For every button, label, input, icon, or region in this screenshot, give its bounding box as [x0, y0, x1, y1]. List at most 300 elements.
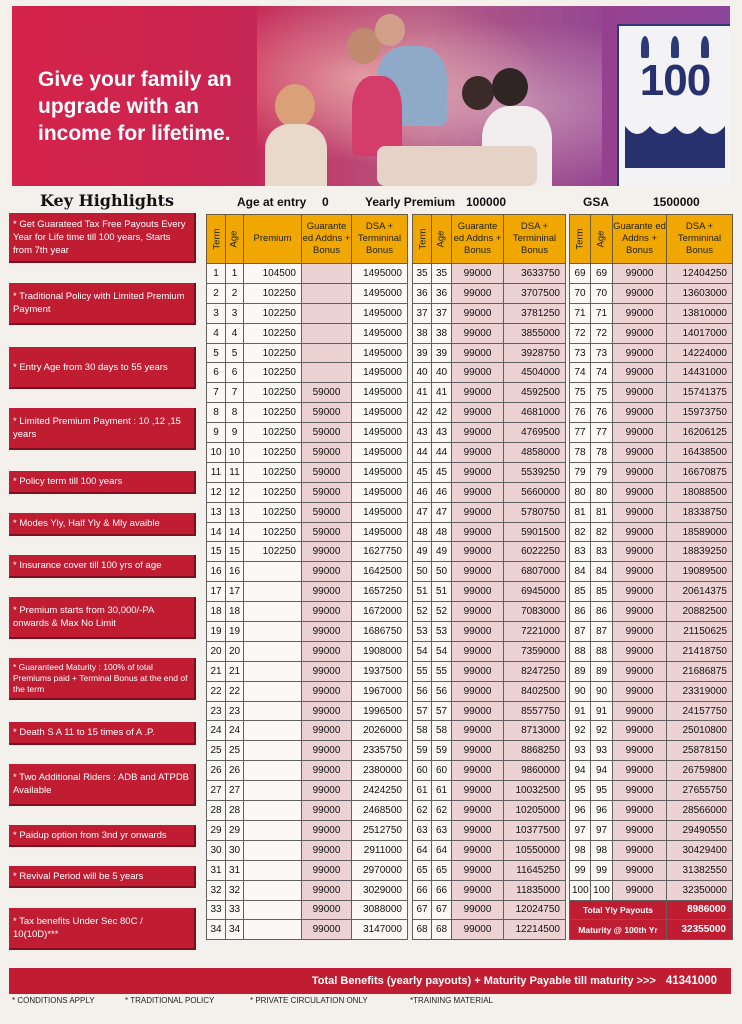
table-cell: 66 [413, 880, 432, 900]
table-cell: 63 [432, 820, 452, 840]
table-cell: 4769500 [504, 423, 566, 443]
table-cell: 10550000 [504, 840, 566, 860]
table-cell: 6807000 [504, 562, 566, 582]
table-cell: 99000 [302, 661, 352, 681]
table-cell: 102250 [244, 423, 302, 443]
table-cell: 99000 [452, 602, 504, 622]
table-cell: 16206125 [667, 423, 733, 443]
table-cell: 96 [591, 801, 613, 821]
table-cell: 3147000 [352, 920, 408, 940]
table-cell: 5539250 [504, 462, 566, 482]
table-cell: 39 [432, 343, 452, 363]
table-cell: 20 [207, 641, 226, 661]
table-row [570, 363, 733, 383]
table-cell: 41 [432, 383, 452, 403]
table-cell: 33 [226, 900, 244, 920]
table-row [570, 343, 733, 363]
table-cell: 50 [413, 562, 432, 582]
table-row [413, 502, 566, 522]
table-cell: 99000 [613, 264, 667, 284]
table-row [413, 761, 566, 781]
table-cell: 1 [226, 264, 244, 284]
table-cell: 99000 [613, 641, 667, 661]
table-cell: 3707500 [504, 283, 566, 303]
table-cell: 4592500 [504, 383, 566, 403]
table-cell: 48 [413, 522, 432, 542]
col-header-age: Age [226, 215, 244, 264]
table-row [207, 781, 408, 801]
table-cell: 32 [207, 880, 226, 900]
table-cell: 51 [413, 582, 432, 602]
table-cell: 1495000 [352, 264, 408, 284]
table-cell: 99000 [613, 781, 667, 801]
table-row [207, 622, 408, 642]
table-row [413, 602, 566, 622]
table-cell: 14017000 [667, 323, 733, 343]
table-row [570, 801, 733, 821]
col-header-guaranteed-addns: Guarante ed Addns + Bonus [302, 215, 352, 264]
table-row [207, 343, 408, 363]
table-cell: 99000 [302, 622, 352, 642]
table-row [570, 283, 733, 303]
table-cell: 31 [226, 860, 244, 880]
table-cell: 99000 [452, 562, 504, 582]
table-cell [244, 741, 302, 761]
table-row [570, 423, 733, 443]
table-cell [244, 661, 302, 681]
table-cell: 99000 [613, 343, 667, 363]
table-cell: 8 [226, 403, 244, 423]
table-row [413, 363, 566, 383]
table-cell: 99000 [302, 900, 352, 920]
table-row [413, 741, 566, 761]
table-cell: 1495000 [352, 443, 408, 463]
table-cell: 18338750 [667, 502, 733, 522]
table-cell: 102250 [244, 502, 302, 522]
table-cell [302, 363, 352, 383]
table-row [207, 323, 408, 343]
table-cell: 99000 [302, 840, 352, 860]
table-cell: 99000 [302, 920, 352, 940]
table-row [207, 562, 408, 582]
table-row [413, 641, 566, 661]
table-cell: 44 [432, 443, 452, 463]
table-cell: 99000 [452, 283, 504, 303]
table-cell: 21 [207, 661, 226, 681]
table-cell [244, 900, 302, 920]
table-cell: 92 [591, 721, 613, 741]
table-row [413, 920, 566, 940]
table-cell: 14 [226, 522, 244, 542]
table-cell: 51 [432, 582, 452, 602]
table-cell: 71 [591, 303, 613, 323]
table-cell: 19 [226, 622, 244, 642]
table-row [413, 462, 566, 482]
table-cell: 95 [591, 781, 613, 801]
table-cell: 99000 [452, 721, 504, 741]
table-cell: 99000 [613, 661, 667, 681]
table-cell: 33 [207, 900, 226, 920]
gsa-label: GSA [583, 195, 610, 209]
table-cell: 102250 [244, 283, 302, 303]
table-cell: 30 [207, 840, 226, 860]
table-cell: 76 [591, 403, 613, 423]
table-row [207, 721, 408, 741]
table-cell [244, 761, 302, 781]
table-cell: 99000 [613, 721, 667, 741]
table-cell: 2512750 [352, 820, 408, 840]
table-cell: 52 [432, 602, 452, 622]
table-row [570, 681, 733, 701]
table-cell: 32350000 [667, 880, 733, 900]
table-cell: 63 [413, 820, 432, 840]
table-cell: 1686750 [352, 622, 408, 642]
table-cell: 20614375 [667, 582, 733, 602]
table-cell: 77 [591, 423, 613, 443]
table-cell: 2911000 [352, 840, 408, 860]
table-cell: 99000 [302, 721, 352, 741]
table-cell: 69 [570, 264, 591, 284]
table-cell: 99000 [613, 880, 667, 900]
table-row [207, 820, 408, 840]
table-cell: 28 [207, 801, 226, 821]
table-row [413, 303, 566, 323]
table-cell: 25 [226, 741, 244, 761]
table-cell: 99000 [452, 582, 504, 602]
table-cell: 46 [413, 482, 432, 502]
table-cell: 88 [570, 641, 591, 661]
table-cell: 19089500 [667, 562, 733, 582]
table-cell: 8713000 [504, 721, 566, 741]
table-cell: 12404250 [667, 264, 733, 284]
table-cell: 12 [207, 482, 226, 502]
table-row [207, 462, 408, 482]
table-row [207, 423, 408, 443]
table-cell: 102250 [244, 383, 302, 403]
table-row [570, 701, 733, 721]
table-row [207, 264, 408, 284]
table-cell: 68 [413, 920, 432, 940]
table-row [570, 840, 733, 860]
table-cell: 99000 [302, 781, 352, 801]
table-cell: 53 [432, 622, 452, 642]
table-cell: 13 [207, 502, 226, 522]
table-cell: 23 [207, 701, 226, 721]
table-cell: 14224000 [667, 343, 733, 363]
table-cell: 76 [570, 403, 591, 423]
table-row [570, 761, 733, 781]
table-cell: 1967000 [352, 681, 408, 701]
table-cell [302, 343, 352, 363]
table-cell: 1495000 [352, 383, 408, 403]
table-cell: 30429400 [667, 840, 733, 860]
highlight-item: * Get Guarateed Tax Free Payouts Every Year for Life time till 100 years, Starts from 7th year [9, 213, 196, 263]
table-cell: 29 [226, 820, 244, 840]
table-row [413, 880, 566, 900]
table-cell: 99000 [452, 641, 504, 661]
table-row [570, 303, 733, 323]
table-cell: 4504000 [504, 363, 566, 383]
table-cell: 27 [207, 781, 226, 801]
table-cell: 65 [432, 860, 452, 880]
table-cell: 80 [570, 482, 591, 502]
table-cell: 94 [570, 761, 591, 781]
table-cell: 1996500 [352, 701, 408, 721]
table-cell: 38 [413, 323, 432, 343]
table-cell: 26759800 [667, 761, 733, 781]
table-cell: 99000 [452, 820, 504, 840]
table-cell: 8 [207, 403, 226, 423]
table-row [207, 681, 408, 701]
banner-tagline: Give your family an upgrade with an income for lifetime. [38, 68, 232, 145]
table-cell: 18839250 [667, 542, 733, 562]
table-cell: 88 [591, 641, 613, 661]
table-cell: 70 [591, 283, 613, 303]
table-cell: 102250 [244, 343, 302, 363]
table-cell: 102250 [244, 443, 302, 463]
table-cell: 99000 [613, 701, 667, 721]
table-row [207, 641, 408, 661]
table-cell: 80 [591, 482, 613, 502]
table-cell: 1657250 [352, 582, 408, 602]
table-cell: 21418750 [667, 641, 733, 661]
table-cell [244, 721, 302, 741]
table-cell: 34 [226, 920, 244, 940]
table-cell: 99 [591, 860, 613, 880]
table-cell: 30 [226, 840, 244, 860]
table-cell: 7 [207, 383, 226, 403]
table-cell: 2380000 [352, 761, 408, 781]
table-cell: 3 [207, 303, 226, 323]
table-cell: 28566000 [667, 801, 733, 821]
table-row [570, 403, 733, 423]
table-cell: 99000 [302, 820, 352, 840]
table-cell: 10032500 [504, 781, 566, 801]
table-row [207, 303, 408, 323]
table-cell: 99000 [452, 761, 504, 781]
table-cell: 13 [226, 502, 244, 522]
table-cell: 99000 [613, 622, 667, 642]
table-row [413, 403, 566, 423]
highlight-item: * Death S A 11 to 15 times of A .P. [9, 722, 196, 745]
table-cell: 99000 [613, 443, 667, 463]
table-cell: 61 [432, 781, 452, 801]
footnote: * PRIVATE CIRCULATION ONLY [250, 996, 368, 1005]
table-cell: 12 [226, 482, 244, 502]
table-cell: 99000 [452, 403, 504, 423]
table-cell: 24 [207, 721, 226, 741]
table-cell: 7083000 [504, 602, 566, 622]
table-cell: 8868250 [504, 741, 566, 761]
table-cell: 78 [570, 443, 591, 463]
yearly-premium-value: 100000 [466, 195, 507, 209]
table-cell [244, 701, 302, 721]
table-cell: 99000 [613, 502, 667, 522]
table-cell: 39 [413, 343, 432, 363]
table-cell: 96 [570, 801, 591, 821]
table-row [570, 502, 733, 522]
table-cell: 1495000 [352, 403, 408, 423]
table-cell: 99000 [452, 542, 504, 562]
table-row [413, 582, 566, 602]
table-cell: 2468500 [352, 801, 408, 821]
table-row [207, 761, 408, 781]
table-cell: 99000 [302, 542, 352, 562]
table-cell: 46 [432, 482, 452, 502]
table-row [570, 522, 733, 542]
table-cell: 74 [570, 363, 591, 383]
table-cell: 99000 [613, 820, 667, 840]
table-cell: 99000 [452, 920, 504, 940]
hero-banner [12, 6, 730, 186]
table-cell: 87 [570, 622, 591, 642]
table-cell: 7359000 [504, 641, 566, 661]
table-cell: 102250 [244, 403, 302, 423]
table-cell: 99000 [613, 423, 667, 443]
table-cell: 2335750 [352, 741, 408, 761]
table-cell [244, 860, 302, 880]
table-row [207, 840, 408, 860]
table-cell: 99000 [613, 582, 667, 602]
table-row [413, 343, 566, 363]
table-cell [302, 323, 352, 343]
table-row [570, 721, 733, 741]
table-row [413, 820, 566, 840]
table-cell: 99000 [452, 622, 504, 642]
table-cell: 86 [591, 602, 613, 622]
col-header-age: Age [432, 215, 452, 264]
table-row [413, 383, 566, 403]
table-cell: 93 [591, 741, 613, 761]
table-row [207, 701, 408, 721]
table-cell: 11835000 [504, 880, 566, 900]
table-row [413, 681, 566, 701]
table-cell [244, 681, 302, 701]
table-cell: 99000 [452, 860, 504, 880]
table-cell: 75 [591, 383, 613, 403]
table-cell: 60 [413, 761, 432, 781]
table-cell: 82 [570, 522, 591, 542]
table-cell: 2 [207, 283, 226, 303]
table-cell: 99000 [452, 502, 504, 522]
table-cell: 99000 [452, 880, 504, 900]
table-cell: 31382550 [667, 860, 733, 880]
table-cell: 21150625 [667, 622, 733, 642]
table-cell: 1908000 [352, 641, 408, 661]
table-row [413, 283, 566, 303]
table-cell: 85 [570, 582, 591, 602]
table-cell: 21 [226, 661, 244, 681]
table-cell: 89 [591, 661, 613, 681]
table-cell: 91 [591, 701, 613, 721]
table-cell: 95 [570, 781, 591, 801]
table-cell: 59 [413, 741, 432, 761]
highlight-item: * Paidup option from 3nd yr onwards [9, 825, 196, 847]
table-cell: 78 [591, 443, 613, 463]
table-cell: 102250 [244, 462, 302, 482]
table-cell: 25010800 [667, 721, 733, 741]
table-cell: 62 [432, 801, 452, 821]
table-cell: 2 [226, 283, 244, 303]
table-cell [244, 880, 302, 900]
table-cell: 3 [226, 303, 244, 323]
table-cell: 99000 [302, 582, 352, 602]
table-cell: 99000 [613, 403, 667, 423]
table-cell: 86 [570, 602, 591, 622]
table-cell: 4681000 [504, 403, 566, 423]
table-row [570, 781, 733, 801]
table-cell: 53 [413, 622, 432, 642]
table-cell: 99000 [452, 522, 504, 542]
highlight-item: * Two Additional Riders : ADB and ATPDB Available [9, 764, 196, 806]
table-cell: 10377500 [504, 820, 566, 840]
table-cell [244, 602, 302, 622]
table-cell: 59000 [302, 383, 352, 403]
maturity-value: 32355000 [667, 920, 733, 940]
table-cell: 10205000 [504, 801, 566, 821]
table-cell: 26 [207, 761, 226, 781]
table-cell: 55 [413, 661, 432, 681]
table-row [570, 482, 733, 502]
col-header-guaranteed-addns: Guarante ed Addns + Bonus [452, 215, 504, 264]
table-cell: 7221000 [504, 622, 566, 642]
payout-table-years-1-34 [206, 214, 408, 940]
table-cell: 102250 [244, 482, 302, 502]
table-cell: 99000 [452, 681, 504, 701]
century-cake-logo [617, 24, 730, 186]
col-header-guaranteed-addns: Guarante ed Addns + Bonus [613, 215, 667, 264]
table-cell: 5901500 [504, 522, 566, 542]
table-cell: 2424250 [352, 781, 408, 801]
table-cell: 99000 [613, 761, 667, 781]
table-row [413, 840, 566, 860]
table-cell: 41 [413, 383, 432, 403]
table-cell: 99000 [613, 383, 667, 403]
table-row [413, 860, 566, 880]
table-cell: 16 [226, 562, 244, 582]
table-cell: 15973750 [667, 403, 733, 423]
table-cell: 83 [591, 542, 613, 562]
table-cell: 99000 [302, 681, 352, 701]
table-cell: 90 [591, 681, 613, 701]
table-cell: 7 [226, 383, 244, 403]
table-row [413, 900, 566, 920]
table-row [207, 801, 408, 821]
table-cell: 73 [570, 343, 591, 363]
highlight-item: * Revival Period will be 5 years [9, 866, 196, 888]
table-cell: 4858000 [504, 443, 566, 463]
table-cell: 29 [207, 820, 226, 840]
table-cell: 28 [226, 801, 244, 821]
table-cell: 99000 [452, 482, 504, 502]
table-row [570, 602, 733, 622]
table-cell: 38 [432, 323, 452, 343]
table-cell: 99000 [452, 462, 504, 482]
table-row [207, 860, 408, 880]
table-cell: 4 [207, 323, 226, 343]
table-row [570, 622, 733, 642]
table-cell: 93 [570, 741, 591, 761]
total-benefits-bar [9, 968, 731, 994]
table-row [413, 801, 566, 821]
table-cell: 35 [413, 264, 432, 284]
highlight-item: * Insurance cover till 100 yrs of age [9, 555, 196, 578]
table-cell: 99000 [452, 840, 504, 860]
table-cell: 67 [432, 900, 452, 920]
table-cell: 99000 [452, 363, 504, 383]
table-cell: 97 [591, 820, 613, 840]
table-cell: 5660000 [504, 482, 566, 502]
